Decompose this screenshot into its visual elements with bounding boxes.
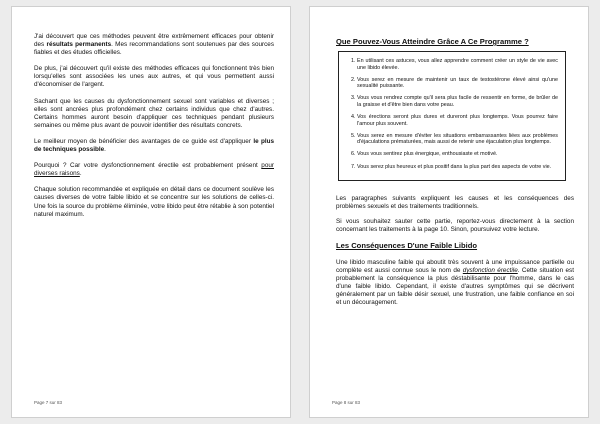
left-page bbox=[11, 6, 291, 418]
left-p4-bold: le plus de techniques possible bbox=[34, 137, 275, 154]
right-page-footer: Page 8 sur 83 bbox=[332, 400, 361, 405]
left-paragraph-1 bbox=[34, 33, 274, 57]
left-paragraph-3: Sachant que les causes du dysfonctionnement sexuel sont variables et diverses ; elles sont ancrées plus profondément chez certains individus que chez d'autres. Certains hommes auront besoin d'appliquer ces techniques pendant plusieurs semaines ou même plus avant de pouvoir identifier des résultats concrets. bbox=[34, 97, 274, 129]
left-paragraph-5 bbox=[34, 162, 274, 178]
right-page-content bbox=[336, 37, 574, 315]
benefits-list-item: 2. Vous serez en mesure de maintenir un taux de testostérone élevé ainsi qu'une sexualité puissante. bbox=[357, 77, 558, 90]
left-paragraph-4 bbox=[34, 138, 274, 154]
benefits-list-item: 4. Vos érections seront plus dures et dureront plus longtemps. Vous pourrez faire l'amour plus souvent. bbox=[357, 114, 558, 127]
benefits-list-item: 7. Vous serez plus heureux et plus positif dans la plus part des aspects de votre vie. bbox=[357, 164, 558, 171]
left-paragraph-2: De plus, j'ai découvert qu'il existe des méthodes efficaces qui fonctionnent très bien lorsqu'elles sont associées les unes aux autres, et qui vous permettent aussi d'économiser de l'argent. bbox=[34, 65, 274, 89]
right-paragraph-2: Si vous souhaitez sauter cette partie, reportez-vous directement à la section concernant les traitements à la page 10. Sinon, poursuivez votre lecture. bbox=[336, 217, 574, 233]
benefits-box bbox=[338, 51, 566, 181]
left-p5-underline: pour diverses raisons bbox=[34, 162, 274, 178]
right-paragraph-3 bbox=[336, 259, 574, 308]
left-p4-text-b: . bbox=[104, 146, 106, 154]
right-p3-text-a: Une libido masculine faible qui aboutit très souvent à une impuissance partielle ou complète est aussi connue sous le nom de bbox=[336, 259, 574, 275]
left-page-footer: Page 7 sur 83 bbox=[34, 400, 63, 405]
section-title-program: Que Pouvez-Vous Atteindre Grâce A Ce Programme ? bbox=[336, 37, 529, 46]
left-page-content bbox=[34, 33, 274, 227]
right-page bbox=[309, 6, 589, 418]
left-p1-text-a: J'ai découvert que ces méthodes peuvent être extrêmement efficaces pour obtenir des bbox=[34, 33, 274, 49]
benefits-list-item: 1. En utilisant ces astuces, vous allez apprendre comment créer un style de vie avec une libido élevée. bbox=[357, 58, 558, 71]
left-p4-text-a: Le meilleur moyen de bénéficier des avantages de ce guide est d'appliquer bbox=[34, 137, 254, 145]
benefits-list-item: 5. Vous serez en mesure d'éviter les situations embarrassantes liées aux problèmes d'éjaculations prématurées, mais aussi de retenir une éjaculation plus longtemps. bbox=[357, 133, 558, 146]
benefits-list-item: 6. Vous vous sentirez plus énergique, enthousiaste et motivé. bbox=[357, 151, 558, 158]
left-paragraph-6: Chaque solution recommandée et expliquée en détail dans ce document soulève les causes diverses de votre faible libido et se concentre sur les solutions de celles-ci. Une fois la source du problème éliminée, votre libido peut être rétablie à son potentiel naturel maximum. bbox=[34, 186, 274, 218]
right-p3-text-b: . Cette situation est probablement la conséquence la plus déstabilisante pour l'homme, dans le cas d'une faible libido. Cependant, il existe d'autres symptômes qui se décrivent généralement par un faible désir sexuel, une frustration, une faible confiance en soi et un découragement. bbox=[336, 267, 574, 307]
left-p5-text-a: Pourquoi ? Car votre dysfonctionnement érectile est probablement présent bbox=[34, 162, 262, 170]
right-paragraph-1: Les paragraphes suivants expliquent les causes et les conséquences des problèmes sexuels et des traitements traditionnels. bbox=[336, 194, 574, 210]
benefits-list bbox=[343, 58, 558, 170]
section-title-consequences: Les Conséquences D'une Faible Libido bbox=[336, 241, 478, 250]
right-p3-emphasis: dysfonction érectile bbox=[462, 267, 518, 275]
left-p1-bold: résultats permanents bbox=[46, 41, 112, 49]
left-p1-text-b: . Mes recommandations sont soutenues par des sources fiables et des études officielles. bbox=[34, 41, 274, 57]
benefits-list-item: 3. Vous vous rendrez compte qu'il sera plus facile de ressentir en forme, de brûler de la graisse et d'être bien dans votre peau. bbox=[357, 95, 558, 108]
left-p5-text-b: . bbox=[79, 170, 82, 178]
